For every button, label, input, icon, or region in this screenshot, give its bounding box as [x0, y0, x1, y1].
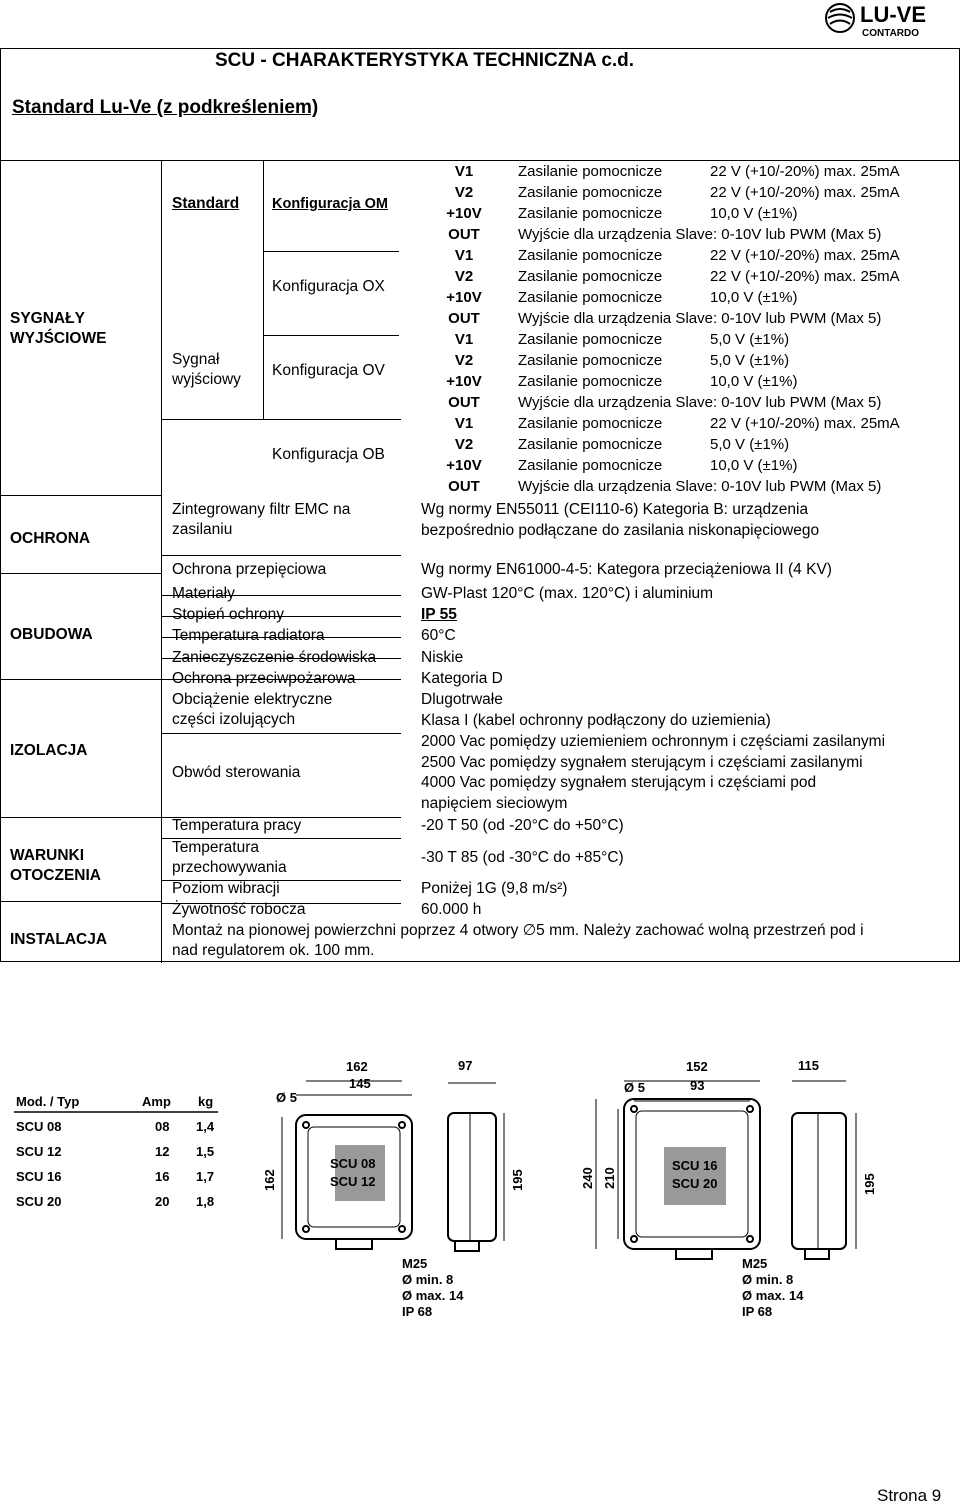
przeciwpozarowa-value: Kategoria D: [421, 670, 503, 687]
gland-small-max: Ø max. 14: [402, 1288, 464, 1303]
signal-description: Wyjście dla urządzenia Slave: 0-10V lub PWM (Max 5): [518, 394, 882, 411]
temp-przechowywania-value: -30 T 85 (od -30°C do +85°C): [421, 849, 624, 866]
signal-description: Zasilanie pomocnicze: [518, 289, 663, 306]
signal-name: OUT: [448, 394, 480, 411]
dim-large-depth: 115: [798, 1058, 819, 1073]
signal-description: Wyjście dla urządzenia Slave: 0-10V lub PWM (Max 5): [518, 478, 882, 495]
signal-value: 5,0 V (±1%): [710, 352, 790, 369]
temp-radiatora-value: 60°C: [421, 627, 456, 644]
model-row-3-amp: 16: [155, 1169, 170, 1184]
small-labels: [262, 1058, 525, 1319]
category-sygnaly: [10, 309, 106, 349]
signal-name: V2: [454, 268, 474, 285]
category-izolacja: IZOLACJA: [10, 742, 88, 759]
signal-name: V1: [454, 247, 474, 264]
temp-radiatora-label: Temperatura radiatora: [172, 627, 325, 644]
signal-value: 10,0 V (±1%): [710, 205, 798, 222]
model-row-4-amp: 20: [155, 1194, 170, 1209]
signal-value: 10,0 V (±1%): [710, 373, 798, 390]
konfiguracja-om: Konfiguracja OM: [272, 196, 389, 212]
emc-label-line1: Zintegrowany filtr EMC na: [172, 501, 351, 518]
signal-description: Zasilanie pomocnicze: [518, 457, 663, 474]
gland-large-ip: IP 68: [742, 1304, 773, 1319]
signal-value: 5,0 V (±1%): [710, 331, 790, 348]
emc-label: [172, 500, 350, 540]
page-subtitle: Standard Lu-Ve (z podkreśleniem): [12, 97, 319, 118]
obwod-value-2: 2500 Vac pomiędzy sygnałem sterującym i częściami zasilanymi: [421, 753, 863, 771]
signal-description: Zasilanie pomocnicze: [518, 352, 663, 369]
gland-small-ip: IP 68: [402, 1304, 433, 1319]
signal-name: OUT: [448, 478, 480, 495]
signal-description: Zasilanie pomocnicze: [518, 268, 663, 285]
signal-description: Zasilanie pomocnicze: [518, 415, 663, 432]
temp-przechowywania-label-line1: Temperatura: [172, 839, 260, 856]
temp-pracy-value: -20 T 50 (od -20°C do +50°C): [421, 817, 624, 834]
signal-name: V2: [454, 184, 474, 201]
poziom-wibracji-value: Poniżej 1G (9,8 m/s²): [421, 880, 568, 897]
dim-small-width: 162: [346, 1059, 368, 1074]
model-header-kg: kg: [198, 1094, 214, 1109]
obwod-value-1: 2000 Vac pomiędzy uziemieniem ochronnym i częściami zasilanymi: [421, 733, 886, 750]
signal-name: V1: [454, 415, 474, 432]
obciazenie-value: [421, 690, 771, 731]
label-scu12: SCU 12: [330, 1174, 376, 1189]
model-row-3-type: SCU 16: [16, 1169, 62, 1184]
emc-value-line2: bezpośrednio podłączane do zasilania niskonapięciowego: [421, 521, 820, 539]
zywotnosc-value: 60.000 h: [421, 901, 482, 918]
logo-text: LU-VE: [860, 2, 926, 27]
obwod-value-4: napięciem sieciowym: [421, 794, 568, 812]
category-warunki-line1: WARUNKI: [10, 847, 85, 864]
signal-value: 10,0 V (±1%): [710, 289, 798, 306]
model-row-3-kg: 1,7: [196, 1169, 215, 1184]
signal-description: Wyjście dla urządzenia Slave: 0-10V lub PWM (Max 5): [518, 226, 882, 243]
konfiguracja-ox: Konfiguracja OX: [272, 278, 385, 295]
category-instalacja: INSTALACJA: [10, 931, 108, 948]
signal-description: Zasilanie pomocnicze: [518, 331, 663, 348]
signal-description: Zasilanie pomocnicze: [518, 247, 663, 264]
dim-large-hole: Ø 5: [624, 1080, 645, 1095]
instalacja-line1: Montaż na pionowej powierzchni poprzez 4 otwory ∅5 mm. Należy zachować wolną przestrzeń pod i: [172, 922, 864, 939]
emc-value-line1: Wg normy EN55011 (CEI110-6) Kategoria B: urządzenia: [421, 501, 809, 518]
signal-name: V1: [454, 163, 474, 180]
dim-small-hole: Ø 5: [276, 1090, 297, 1105]
signal-name: OUT: [448, 226, 480, 243]
surge-value: Wg normy EN61000-4-5: Kategora przeciążeniowa II (4 KV): [421, 561, 832, 578]
sygnal-label-line2: wyjściowy: [172, 371, 241, 388]
zanieczyszczenie-value: Niskie: [421, 649, 464, 666]
obciazenie-label-line2: części izolujących: [172, 711, 296, 728]
obciazenie-label: [172, 690, 332, 730]
signal-description: Zasilanie pomocnicze: [518, 163, 663, 180]
signal-description: Wyjście dla urządzenia Slave: 0-10V lub PWM (Max 5): [518, 310, 882, 327]
model-row-4-type: SCU 20: [16, 1194, 62, 1209]
model-row-1-kg: 1,4: [196, 1119, 215, 1134]
dim-large-side: 195: [862, 1173, 877, 1195]
signal-description: Zasilanie pomocnicze: [518, 436, 663, 453]
signal-name: OUT: [448, 310, 480, 327]
konfiguracja-ov: Konfiguracja OV: [272, 362, 385, 379]
page-number: Strona 9: [877, 1486, 942, 1505]
signal-value: 22 V (+10/-20%) max. 25mA: [710, 268, 900, 285]
sygnal-label-line1: Sygnał: [172, 351, 220, 368]
model-header-type: Mod. / Typ: [16, 1094, 80, 1109]
instalacja-text: [172, 921, 864, 961]
obciazenie-value-line1: Dlugotrwałe: [421, 691, 503, 708]
przeciwpozarowa-label: Ochrona przeciwpożarowa: [172, 670, 356, 687]
signal-value: 10,0 V (±1%): [710, 457, 798, 474]
signal-name: +10V: [446, 457, 482, 474]
label-scu20: SCU 20: [672, 1176, 718, 1191]
signal-description: Zasilanie pomocnicze: [518, 184, 663, 201]
dim-large-inner: 93: [690, 1078, 705, 1093]
temp-przechowywania-label: [172, 838, 287, 878]
signal-description: Zasilanie pomocnicze: [518, 373, 663, 390]
materialy-label: Materiały: [172, 585, 235, 602]
signal-value: 5,0 V (±1%): [710, 436, 790, 453]
standard-label: Standard: [172, 195, 240, 212]
obwod-value-3: 4000 Vac pomiędzy sygnałem sterującym i częściami pod: [421, 774, 817, 791]
model-row-4-kg: 1,8: [196, 1194, 215, 1209]
gland-large-min: Ø min. 8: [742, 1272, 794, 1287]
category-warunki: [10, 846, 101, 886]
category-sygnaly-line2: WYJŚCIOWE: [10, 330, 107, 347]
zywotnosc-label: Żywotność robocza: [172, 901, 306, 918]
enclosure-large: [596, 1081, 856, 1259]
label-scu16: SCU 16: [672, 1158, 718, 1173]
page-title: SCU - CHARAKTERYSTYKA TECHNICZNA c.d.: [215, 50, 635, 71]
instalacja-line2: nad regulatorem ok. 100 mm.: [172, 942, 375, 959]
signal-value: 22 V (+10/-20%) max. 25mA: [710, 163, 900, 180]
dim-small-depth: 97: [458, 1058, 473, 1073]
dim-large-height: 240: [580, 1167, 595, 1189]
emc-label-line2: zasilaniu: [172, 521, 233, 538]
dim-large-width: 152: [686, 1059, 708, 1074]
model-row-2-type: SCU 12: [16, 1144, 62, 1159]
emc-value: [421, 500, 819, 541]
model-row-2-kg: 1,5: [196, 1144, 215, 1159]
obwod-sterowania-values: [421, 732, 885, 814]
poziom-wibracji-label: Poziom wibracji: [172, 880, 280, 897]
signal-value: 22 V (+10/-20%) max. 25mA: [710, 247, 900, 264]
model-row-1-amp: 08: [155, 1119, 170, 1134]
zanieczyszczenie-label: Zanieczyszczenie środowiska: [172, 649, 377, 666]
model-row-2-amp: 12: [155, 1144, 170, 1159]
signal-value: 22 V (+10/-20%) max. 25mA: [710, 415, 900, 432]
label-scu08: SCU 08: [330, 1156, 376, 1171]
model-header-amp: Amp: [142, 1094, 171, 1109]
obciazenie-value-line2: Klasa I (kabel ochronny podłączony do uziemienia): [421, 711, 771, 729]
stopien-ochrony-value: IP 55: [421, 606, 457, 623]
signal-name: +10V: [446, 289, 482, 306]
model-table: [14, 1094, 218, 1209]
category-sygnaly-line1: SYGNAŁY: [10, 310, 85, 327]
gland-small-m25: M25: [402, 1256, 428, 1271]
obwod-sterowania-label: Obwód sterowania: [172, 764, 301, 781]
temp-pracy-label: Temperatura pracy: [172, 817, 302, 834]
sygnal-label: [172, 350, 241, 390]
signal-name: +10V: [446, 205, 482, 222]
signal-name: V2: [454, 352, 474, 369]
dim-small-side: 195: [510, 1169, 525, 1191]
gland-small-min: Ø min. 8: [402, 1272, 454, 1287]
dim-small-height: 162: [262, 1169, 277, 1191]
temp-przechowywania-label-line2: przechowywania: [172, 859, 287, 876]
signal-name: V1: [454, 331, 474, 348]
dim-large-inner-h: 210: [602, 1167, 617, 1189]
category-warunki-line2: OTOCZENIA: [10, 867, 101, 884]
enclosure-small: [282, 1081, 504, 1251]
gland-large-max: Ø max. 14: [742, 1288, 804, 1303]
category-ochrona: OCHRONA: [10, 530, 91, 547]
dim-small-inner: 145: [349, 1076, 371, 1091]
konfiguracja-ob: Konfiguracja OB: [272, 446, 385, 463]
signal-name: V2: [454, 436, 474, 453]
dimension-drawing: [0, 1055, 960, 1345]
stopien-ochrony-label: Stopień ochrony: [172, 606, 285, 623]
signal-value: 22 V (+10/-20%) max. 25mA: [710, 184, 900, 201]
category-obudowa: OBUDOWA: [10, 626, 93, 643]
materialy-value: GW-Plast 120°C (max. 120°C) i aluminium: [421, 585, 714, 602]
signal-name: +10V: [446, 373, 482, 390]
signal-description: Zasilanie pomocnicze: [518, 205, 663, 222]
obciazenie-label-line1: Obciążenie elektryczne: [172, 691, 333, 708]
gland-large-m25: M25: [742, 1256, 768, 1271]
lu-ve-logo: [822, 0, 952, 40]
model-row-1-type: SCU 08: [16, 1119, 62, 1134]
surge-label: Ochrona przepięciowa: [172, 561, 327, 578]
logo-subtext: CONTARDO: [862, 28, 920, 39]
